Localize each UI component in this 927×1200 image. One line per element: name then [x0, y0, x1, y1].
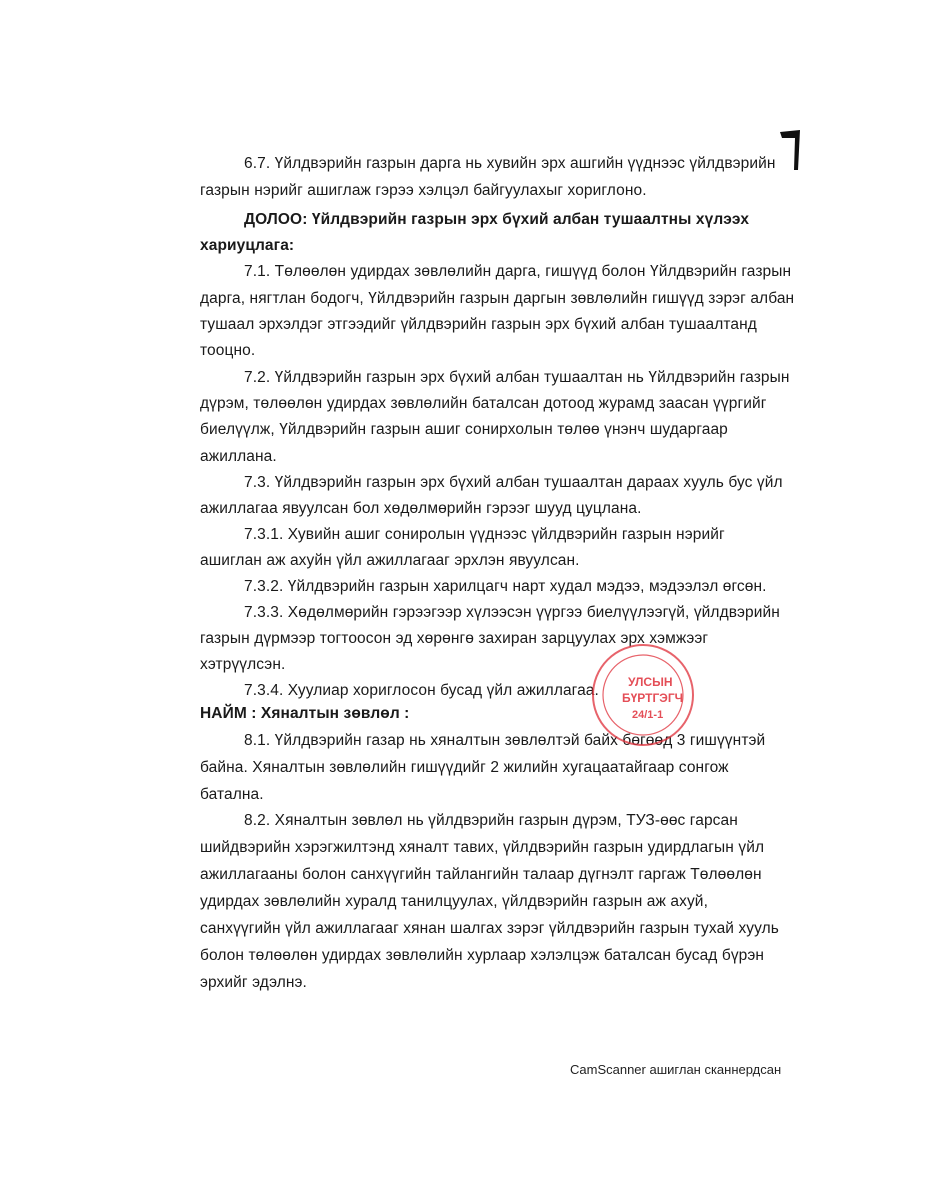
clause-7-3-line-1: 7.3. Үйлдвэрийн газрын эрх бүхий албан тушаалтан дараах хууль бус үйл — [244, 474, 783, 491]
clause-7-3-3-line-1: 7.3.3. Хөдөлмөрийн гэрээгээр хүлээсэн үүргээ биелүүлээгүй, үйлдвэрийн — [244, 604, 780, 621]
section-7-heading-line-2: хариуцлага: — [200, 237, 295, 254]
clause-7-2-line-4: ажиллана. — [200, 448, 277, 465]
clause-7-3-3-line-2: газрын дүрмээр тогтоосон эд хөрөнгө захиран зарцуулах эрх хэмжээг — [200, 630, 709, 647]
clause-8-2-line-1: 8.2. Хяналтын зөвлөл нь үйлдвэрийн газрын дүрэм, ТУЗ-өөс гарсан — [244, 812, 738, 829]
clause-8-1-line-2: байна. Хяналтын зөвлөлийн гишүүдийг 2 жилийн хугацаатайгаар сонгож — [200, 759, 729, 776]
clause-8-2-line-2: шийдвэрийн хэрэгжилтэнд хяналт тавих, үйлдвэрийн газрын удирдлагын үйл — [200, 839, 765, 856]
section-8-heading: НАЙМ : Хяналтын зөвлөл : — [200, 705, 410, 722]
registration-stamp — [588, 640, 698, 750]
clause-7-1-line-4: тооцно. — [200, 342, 256, 359]
clause-7-1-line-3: тушаал эрхэлдэг этгээдийг үйлдвэрийн газрын эрх бүхий албан тушаалтанд — [200, 316, 757, 333]
clause-7-2-line-2: дүрэм, төлөөлөн удирдах зөвлөлийн баталсан дотоод журамд заасан үүргийг — [200, 395, 767, 412]
clause-7-3-1-line-2: ашиглан аж ахуйн үйл ажиллагааг эрхлэн явуулсан. — [200, 552, 580, 569]
clause-8-1-line-3: батална. — [200, 786, 264, 803]
clause-7-3-1-line-1: 7.3.1. Хувийн ашиг сониролын үүднээс үйлдвэрийн газрын нэрийг — [244, 526, 725, 543]
clause-7-3-2: 7.3.2. Үйлдвэрийн газрын харилцагч нарт худал мэдээ, мэдээлэл өгсөн. — [244, 578, 767, 595]
clause-7-3-line-2: ажиллагаа явуулсан бол хөдөлмөрийн гэрээг шууд цуцлана. — [200, 500, 642, 517]
stamp-text-line-3: 24/1-1 — [632, 709, 664, 721]
clause-8-2-line-5: санхүүгийн үйл ажиллагааг хянан шалгах зэрэг үйлдвэрийн газрын тухай хууль — [200, 920, 779, 937]
clause-6-7-line-1: 6.7. Үйлдвэрийн газрын дарга нь хувийн эрх ашгийн үүднээс үйлдвэрийн — [244, 155, 776, 172]
stamp-text-line-2: БҮРТГЭГЧ — [622, 691, 684, 705]
clause-8-2-line-7: эрхийг эдэлнэ. — [200, 974, 307, 991]
clause-8-2-line-6: болон төлөөлөн удирдах зөвлөлийн хурлаар хэлэлцэж баталсан бусад бүрэн — [200, 947, 765, 964]
clause-8-1-line-1: 8.1. Үйлдвэрийн газар нь хяналтын зөвлөлтэй байх бөгөөд 3 гишүүнтэй — [244, 732, 766, 749]
section-7-heading-line-1: ДОЛОО: Үйлдвэрийн газрын эрх бүхий албан тушаалтны хүлээх — [244, 211, 750, 228]
scanner-footer: CamScanner ашиглан сканнердсан — [570, 1062, 782, 1077]
clause-7-1-line-2: дарга, нягтлан бодогч, Үйлдвэрийн газрын даргын зөвлөлийн гишүүд зэрэг албан — [200, 290, 795, 307]
stamp-text-line-1: УЛСЫН — [628, 675, 673, 689]
clause-7-3-4: 7.3.4. Хуулиар хориглосон бусад үйл ажиллагаа. — [244, 682, 599, 699]
page-corner-mark — [778, 128, 802, 172]
clause-7-3-3-line-3: хэтрүүлсэн. — [200, 656, 286, 673]
clause-8-2-line-4: удирдах зөвлөлийн хуралд танилцуулах, үйлдвэрийн газрын аж ахуй, — [200, 893, 708, 910]
clause-7-1-line-1: 7.1. Төлөөлөн удирдах зөвлөлийн дарга, гишүүд болон Үйлдвэрийн газрын — [244, 263, 792, 280]
clause-7-2-line-3: биелүүлж, Үйлдвэрийн газрын ашиг сонирхолын төлөө үнэнч шударгаар — [200, 421, 728, 438]
clause-7-2-line-1: 7.2. Үйлдвэрийн газрын эрх бүхий албан тушаалтан нь Үйлдвэрийн газрын — [244, 369, 790, 386]
clause-8-2-line-3: ажиллагааны болон санхүүгийн тайлангийн талаар дүгнэлт гаргаж Төлөөлөн — [200, 866, 762, 883]
clause-6-7-line-2: газрын нэрийг ашиглаж гэрээ хэлцэл байгуулахыг хориглоно. — [200, 182, 647, 199]
